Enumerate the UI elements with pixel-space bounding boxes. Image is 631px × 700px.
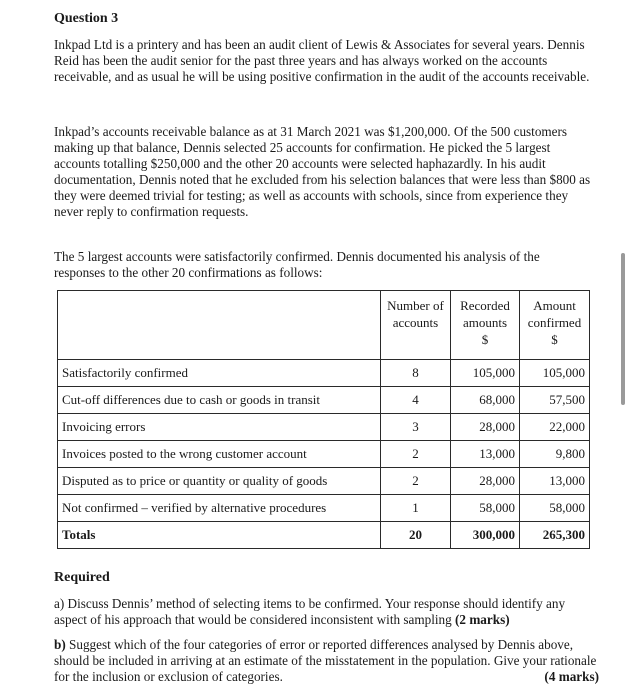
question-a: [54, 596, 599, 628]
totals-label: Totals: [58, 522, 381, 549]
required-heading: Required: [54, 570, 110, 585]
table-row: [58, 360, 590, 387]
table-header-row: [58, 291, 590, 360]
totals-row: [58, 522, 590, 549]
row-recorded: 105,000: [451, 360, 520, 387]
totals-confirmed: 265,300: [520, 522, 590, 549]
row-count: 2: [381, 441, 451, 468]
question-b-marks: (4 marks): [544, 669, 599, 684]
header-count: [381, 291, 451, 360]
row-label: Cut-off differences due to cash or goods in transit: [58, 387, 381, 414]
header-confirmed-unit: $: [551, 332, 558, 347]
row-recorded: 58,000: [451, 495, 520, 522]
row-label: Satisfactorily confirmed: [58, 360, 381, 387]
analysis-paragraph: The 5 largest accounts were satisfactorily confirmed. Dennis documented his analysis of the responses to the other 20 confirmations as follows:: [54, 249, 540, 280]
intro-paragraph: Inkpad Ltd is a printery and has been an audit client of Lewis & Associates for several years. Dennis Reid has been the audit senior for the past three years and has always worked on the accounts receivable, and as usual he will be using positive confirmation in the audit of the accounts receivable.: [54, 37, 590, 84]
row-recorded: 28,000: [451, 468, 520, 495]
row-recorded: 13,000: [451, 441, 520, 468]
row-confirmed: 13,000: [520, 468, 590, 495]
table-row: [58, 468, 590, 495]
header-recorded-label: Recorded amounts: [460, 298, 510, 330]
row-count: 1: [381, 495, 451, 522]
row-label: Invoices posted to the wrong customer account: [58, 441, 381, 468]
table-row: [58, 387, 590, 414]
question-b-label: b): [54, 637, 66, 652]
table-row: [58, 495, 590, 522]
row-count: 3: [381, 414, 451, 441]
totals-count: 20: [381, 522, 451, 549]
header-recorded: [451, 291, 520, 360]
totals-recorded: 300,000: [451, 522, 520, 549]
row-recorded: 28,000: [451, 414, 520, 441]
row-confirmed: 105,000: [520, 360, 590, 387]
question-heading: Question 3: [54, 11, 119, 26]
question-a-marks: (2 marks): [455, 612, 510, 627]
question-b-text: Suggest which of the four categories of error or reported differences analysed by Dennis above, should be included in arriving at an estimate of the misstatement in the population. Give your rationale for the inclusion or exclusion of categories.: [54, 637, 597, 684]
row-confirmed: 58,000: [520, 495, 590, 522]
row-label: Not confirmed – verified by alternative procedures: [58, 495, 381, 522]
question-b: [54, 637, 599, 685]
table-row: [58, 414, 590, 441]
row-label: Invoicing errors: [58, 414, 381, 441]
scrollbar-thumb[interactable]: [621, 253, 625, 405]
row-confirmed: 22,000: [520, 414, 590, 441]
header-description: [58, 291, 381, 360]
header-confirmed-label: Amount confirmed: [527, 298, 582, 330]
table-row: [58, 441, 590, 468]
header-count-label: Number of accounts: [387, 298, 444, 330]
header-recorded-unit: $: [481, 332, 489, 347]
row-count: 8: [381, 360, 451, 387]
row-confirmed: 9,800: [520, 441, 590, 468]
row-confirmed: 57,500: [520, 387, 590, 414]
confirmation-table: [57, 290, 590, 549]
header-confirmed: [520, 291, 590, 360]
question-a-text: Discuss Dennis’ method of selecting items to be confirmed. Your response should identify any aspect of his approach that would be considered inconsistent with sampling: [54, 596, 566, 627]
question-a-label: a): [54, 596, 65, 611]
row-recorded: 68,000: [451, 387, 520, 414]
row-count: 2: [381, 468, 451, 495]
row-label: Disputed as to price or quantity or quality of goods: [58, 468, 381, 495]
row-count: 4: [381, 387, 451, 414]
balance-paragraph: Inkpad’s accounts receivable balance as at 31 March 2021 was $1,200,000. Of the 500 customers making up that balance, Dennis selected 25 accounts for confirmation. He picked the 5 largest accounts totalling $250,000 and the other 20 accounts were selected haphazardly. In his audit documentation, Dennis noted that he excluded from his selection balances that were less than $800 as they were deemed trivial for testing; as well as accounts with schools, since from experience they never reply to confirmation requests.: [54, 124, 591, 219]
